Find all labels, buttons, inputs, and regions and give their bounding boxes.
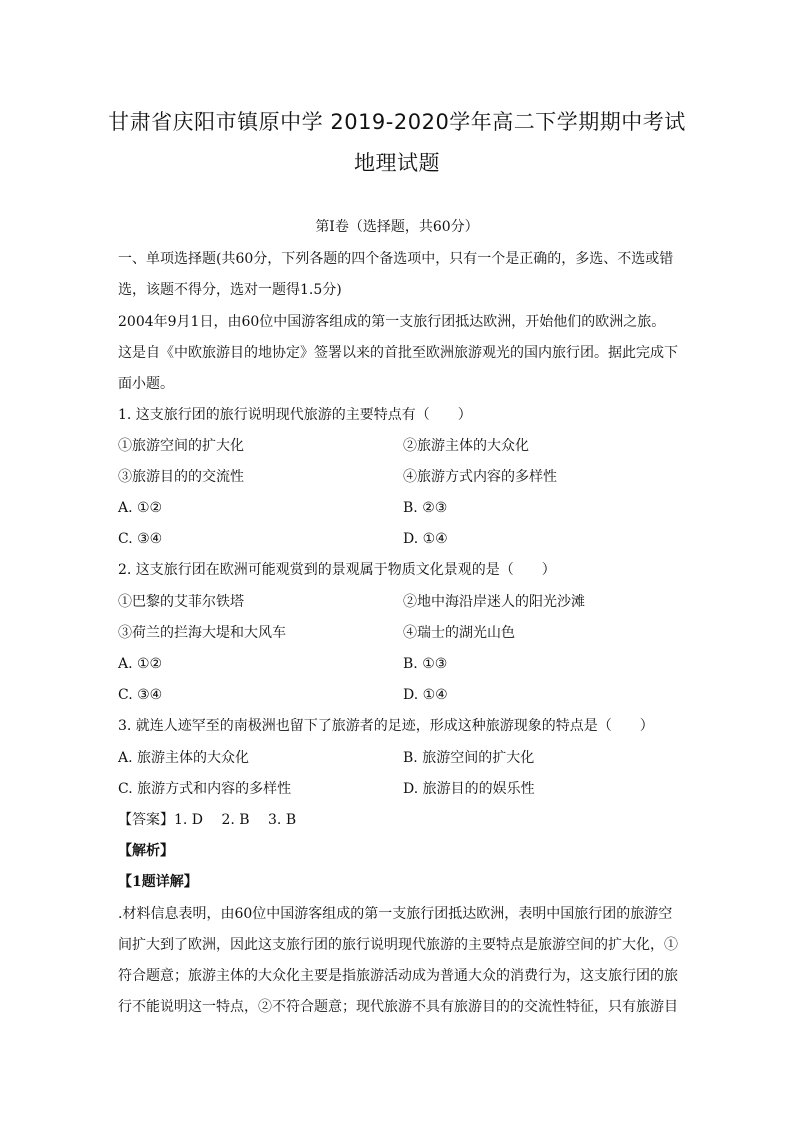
q2-statement-3: ③荷兰的拦海大堤和大风车 xyxy=(118,625,286,641)
q1-statement-2: ②旅游主体的大众化 xyxy=(403,438,529,454)
q3-option-d: D. 旅游目的的娱乐性 xyxy=(403,781,535,797)
question-3-stem: 3. 就连人迹罕至的南极洲也留下了旅游者的足迹，形成这种旅游现象的特点是（ ） xyxy=(118,718,654,734)
q1-statement-3: ③旅游目的的交流性 xyxy=(118,469,244,485)
explanation-line-1: .材料信息表明，由60位中国游客组成的第一支旅行团抵达欧洲，表明中国旅行团的旅游空 xyxy=(118,906,673,922)
analysis-heading: 【解析】 xyxy=(118,843,174,859)
section-heading: 第Ⅰ卷（选择题，共60分） xyxy=(315,219,479,235)
q1-option-c: C. ③④ xyxy=(118,531,163,547)
q1-option-a: A. ①② xyxy=(118,500,163,516)
explanation-line-3: 符合题意；旅游主体的大众化主要是指旅游活动成为普通大众的消费行为，这支旅行团的旅 xyxy=(118,968,678,984)
q1-option-b: B. ②③ xyxy=(403,500,448,516)
explanation-line-2: 间扩大到了欧洲，因此这支旅行团的旅行说明现代旅游的主要特点是旅游空间的扩大化，① xyxy=(118,937,678,953)
q1-statement-1: ①旅游空间的扩大化 xyxy=(118,438,244,454)
q2-statement-4: ④瑞士的湖光山色 xyxy=(403,625,515,641)
q1-option-d: D. ①④ xyxy=(403,531,448,547)
instruction-line-1: 一、单项选择题(共60分，下列各题的四个备选项中，只有一个是正确的，多选、不选或错 xyxy=(118,251,674,267)
material-line-2: 这是自《中欧旅游目的地协定》签署以来的首批至欧洲旅游观光的国内旅行团。据此完成下 xyxy=(118,345,678,361)
material-line-3: 面小题。 xyxy=(118,376,174,392)
q2-statement-2: ②地中海沿岸迷人的阳光沙滩 xyxy=(403,594,585,610)
q3-option-a: A. 旅游主体的大众化 xyxy=(118,750,250,766)
q2-statement-1: ①巴黎的艾菲尔铁塔 xyxy=(118,594,244,610)
q3-option-c: C. 旅游方式和内容的多样性 xyxy=(118,781,292,797)
q3-option-b: B. 旅游空间的扩大化 xyxy=(403,750,535,766)
document-title: 甘肃省庆阳市镇原中学 2019-2020学年高二下学期期中考试 xyxy=(108,110,686,134)
instruction-line-2: 选，该题不得分，选对一题得1.5分) xyxy=(118,282,342,298)
q2-option-a: A. ①② xyxy=(118,656,163,672)
q1-statement-4: ④旅游方式内容的多样性 xyxy=(403,469,557,485)
material-line-1: 2004年9月1日，由60位中国游客组成的第一支旅行团抵达欧洲，开始他们的欧洲之旅。 xyxy=(118,314,666,330)
detail-heading-1: 【1题详解】 xyxy=(118,874,198,890)
q2-option-c: C. ③④ xyxy=(118,687,163,703)
document-subtitle: 地理试题 xyxy=(354,151,440,175)
question-2-stem: 2. 这支旅行团在欧洲可能观赏到的景观属于物质文化景观的是（ ） xyxy=(118,562,556,578)
explanation-line-4: 行不能说明这一特点，②不符合题意；现代旅游不具有旅游目的的交流性特征，只有旅游目 xyxy=(118,999,678,1015)
question-1-stem: 1. 这支旅行团的旅行说明现代旅游的主要特点有（ ） xyxy=(118,407,472,423)
q2-option-b: B. ①③ xyxy=(403,656,448,672)
q2-option-d: D. ①④ xyxy=(403,687,448,703)
answer-line: 【答案】1. D 2. B 3. B xyxy=(118,812,297,828)
